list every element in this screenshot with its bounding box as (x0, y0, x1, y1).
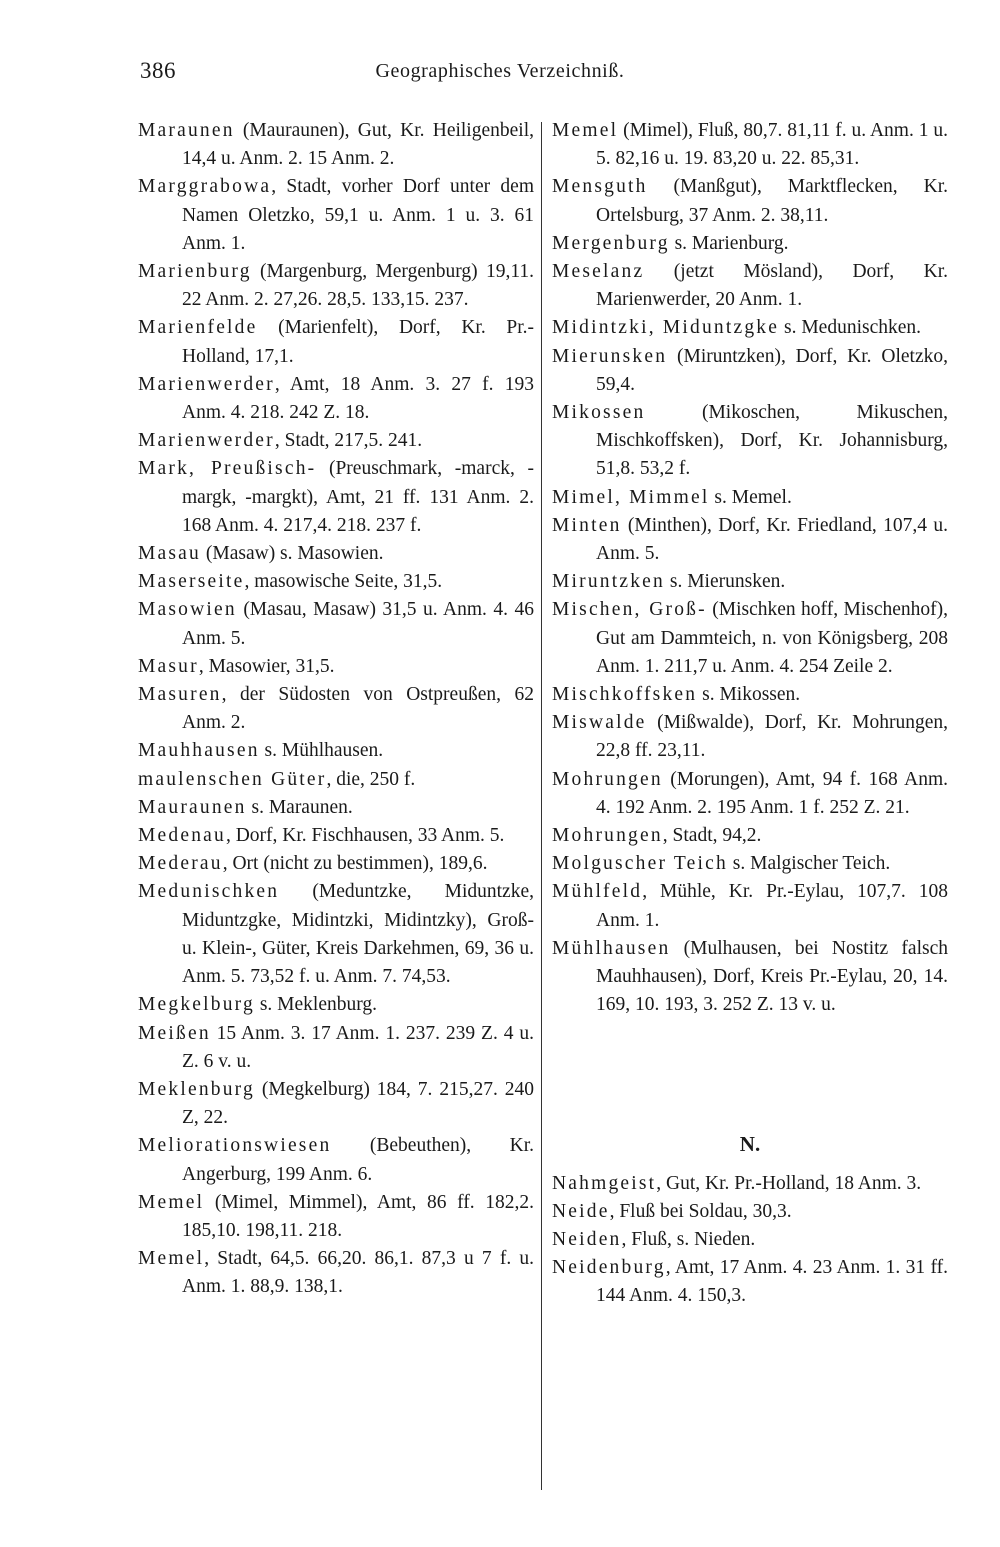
index-entry (138, 1076, 534, 1132)
index-entry (138, 1189, 534, 1245)
entry-headword: Neiden (552, 1228, 622, 1250)
index-entry (138, 822, 534, 850)
entry-references: , Gut, Kr. Pr.-Holland, 18 Anm. 3. (656, 1172, 922, 1194)
index-entry (552, 258, 948, 314)
entry-headword: Meselanz (552, 261, 645, 283)
entry-headword: Meklenburg (138, 1078, 255, 1100)
entry-headword: Mierunsken (552, 345, 668, 367)
entry-headword: Molguscher Teich (552, 853, 728, 875)
entry-headword: Mark, Preußisch- (138, 458, 317, 480)
section-letter-n: N. (739, 1131, 761, 1156)
index-entry (552, 314, 948, 342)
right-column (552, 117, 948, 1311)
entry-headword: Mühlfeld (552, 881, 643, 903)
entry-headword: Medunischken (138, 881, 280, 903)
index-entry (138, 371, 534, 427)
entry-headword: Marggrabowa (138, 176, 272, 198)
right-column-m-entries (552, 117, 948, 1020)
index-entry (552, 1170, 948, 1198)
index-entry (138, 794, 534, 822)
index-entry (552, 1254, 948, 1310)
column-divider (541, 122, 542, 1490)
entry-headword: Meißen (138, 1022, 211, 1044)
entry-references: , masowische Seite, 31,5. (244, 571, 443, 593)
entry-headword: Maraunen (138, 120, 235, 141)
entry-references: s. Mikossen. (697, 684, 801, 706)
index-entry (138, 653, 534, 681)
entry-headword: maulenschen Güter (138, 768, 327, 790)
entry-headword: Mimel, Mimmel (552, 486, 710, 508)
page-number: 386 (140, 58, 176, 83)
index-entry (552, 399, 948, 484)
entry-references: , Fluß bei Soldau, 30,3. (609, 1200, 792, 1222)
index-entry (552, 1198, 948, 1226)
entry-references: , Dorf, Kr. Fischhausen, 33 Anm. 5. (225, 825, 505, 847)
entry-headword: Mikossen (552, 402, 646, 424)
entry-headword: Nahmgeist (552, 1172, 657, 1194)
entry-headword: Mederau (138, 853, 223, 875)
index-entry (138, 878, 534, 991)
index-entry (138, 766, 534, 794)
index-entry (138, 737, 534, 765)
index-entry (138, 173, 534, 258)
entry-references: , Ort (nicht zu bestimmen), 189,6. (222, 853, 488, 875)
entry-headword: Maserseite (138, 571, 245, 593)
entry-headword: Miswalde (552, 712, 647, 734)
index-entry (552, 709, 948, 765)
entry-references: , Stadt, vorher Dorf unter dem Namen Oletzko, 59,1 u. Anm. 1 u. 3. 61 Anm. 1. (182, 176, 534, 254)
index-entry (138, 596, 534, 652)
index-entry (552, 596, 948, 681)
index-entry (552, 173, 948, 229)
entry-headword: Neide (552, 1200, 610, 1222)
entry-headword: Mensguth (552, 176, 648, 198)
entry-headword: Megkelburg (138, 994, 255, 1016)
entry-headword: Medenau (138, 825, 226, 847)
entry-headword: Masau (138, 543, 201, 565)
entry-headword: Midintzki, Miduntzgke (552, 317, 780, 339)
entry-references: (Mulhausen, bei Nostitz falsch Mauhhausen), Dorf, Kreis Pr.-Eylau, 20, 14. 169, 10. 193, 3. 252 Z. 13 v. u. (596, 937, 948, 1016)
entry-references: (Miruntzken), Dorf, Kr. Oletzko, 59,4. (596, 345, 948, 395)
entry-references: , Amt, 18 Anm. 3. 27 f. 193 Anm. 4. 218. 242 Z. 18. (182, 373, 534, 424)
entry-references: , Stadt, 64,5. 66,20. 86,1. 87,3 u 7 f. u. Anm. 1. 88,9. 138,1. (182, 1248, 534, 1298)
index-entry (138, 314, 534, 370)
running-head: Geographisches Verzeichniß. (375, 60, 625, 82)
entry-references: (Mimel, Mimmel), Amt, 86 ff. 182,2. 185,10. 198,11. 218. (182, 1191, 534, 1241)
entry-headword: Marienfelde (138, 317, 258, 339)
entry-references: , Stadt, 217,5. 241. (274, 430, 423, 452)
entry-references: , Mühle, Kr. Pr.-Eylau, 107,7. 108 Anm. 1. (596, 881, 948, 931)
entry-references: 15 Anm. 3. 17 Anm. 1. 237. 239 Z. 4 u. Z. 6 v. u. (182, 1022, 534, 1072)
entry-references: , Fluß, s. Nieden. (621, 1228, 756, 1250)
entry-headword: Miruntzken (552, 571, 665, 593)
entry-references: (Marienfelt), Dorf, Kr. Pr.-Holland, 17,1. (182, 317, 534, 367)
right-column-n-entries (552, 1170, 948, 1311)
entry-references: (Mimel), Fluß, 80,7. 81,11 f. u. Anm. 1 u. 5. 82,16 u. 19. 83,20 u. 22. 85,31. (596, 120, 948, 170)
entry-headword: Mischkoffsken (552, 684, 698, 706)
index-entry (138, 1020, 534, 1076)
entry-references: (Mischken hoff, Mischenhof), Gut am Dammteich, n. von Königsberg, 208 Anm. 1. 211,7 u. Anm. 4. 254 Zeile 2. (596, 599, 948, 677)
index-entry (552, 512, 948, 568)
entry-headword: Memel (552, 120, 619, 141)
entry-references: (Mauraunen), Gut, Kr. Heiligenbeil, 14,4 u. Anm. 2. 15 Anm. 2. (182, 120, 534, 170)
entry-headword: Mischen, Groß- (552, 599, 707, 621)
index-entry (552, 484, 948, 512)
entry-references: , die, 250 f. (326, 768, 416, 790)
entry-headword: Neidenburg (552, 1257, 666, 1279)
entry-references: (Masaw) s. Masowien. (201, 543, 384, 565)
index-entry (552, 681, 948, 709)
index-entry (138, 1132, 534, 1188)
index-entry (138, 991, 534, 1019)
entry-references: (Preuschmark, -marck, -margk, -margkt), Amt, 21 ff. 131 Anm. 2. 168 Anm. 4. 217,4. 218. 237 f. (182, 458, 534, 536)
index-entry (552, 822, 948, 850)
entry-headword: Marienwerder (138, 373, 275, 395)
entry-headword: Mauhhausen (138, 740, 260, 762)
entry-headword: Masowien (138, 599, 237, 621)
index-entry (552, 568, 948, 596)
entry-references: (Meduntzke, Miduntzke, Miduntzgke, Midintzki, Midintzky), Groß- u. Klein-, Güter, Kreis Darkehmen, 69, 36 u. Anm. 5. 73,52 f. u. Anm. 7. 74,53. (182, 881, 534, 988)
index-entry (138, 427, 534, 455)
entry-references: (Bebeuthen), Kr. Angerburg, 199 Anm. 6. (182, 1135, 534, 1185)
entry-headword: Mergenburg (552, 232, 670, 254)
entry-references: s. Mierunsken. (664, 571, 786, 593)
index-entry (552, 850, 948, 878)
entry-references: (Masau, Masaw) 31,5 u. Anm. 4. 46 Anm. 5. (182, 599, 534, 649)
entry-headword: Memel (138, 1248, 205, 1270)
entry-references: (Margenburg, Mergenburg) 19,11. 22 Anm. 2. 27,26. 28,5. 133,15. 237. (182, 261, 534, 311)
index-entry (138, 117, 534, 173)
entry-headword: Masuren (138, 684, 222, 706)
entry-headword: Minten (552, 514, 622, 536)
entry-references: (Manßgut), Marktflecken, Kr. Ortelsburg, 37 Anm. 2. 38,11. (596, 176, 948, 226)
index-entry (138, 455, 534, 540)
entry-headword: Memel (138, 1191, 205, 1213)
entry-references: (Mikoschen, Mikuschen, Mischkoffsken), Dorf, Kr. Johannisburg, 51,8. 53,2 f. (596, 402, 948, 480)
index-entry (552, 230, 948, 258)
entry-references: (Mißwalde), Dorf, Kr. Mohrungen, 22,8 ff. 23,11. (596, 712, 948, 762)
index-entry (552, 935, 948, 1020)
index-entry (138, 681, 534, 737)
entry-references: s. Marienburg. (669, 232, 789, 254)
entry-headword: Mohrungen (552, 768, 663, 790)
entry-headword: Mohrungen (552, 825, 663, 847)
entry-references: , Masowier, 31,5. (198, 655, 335, 677)
entry-references: (Minthen), Dorf, Kr. Friedland, 107,4 u. Anm. 5. (596, 514, 948, 565)
entry-headword: Marienwerder (138, 430, 275, 452)
entry-references: (Morungen), Amt, 94 f. 168 Anm. 4. 192 Anm. 2. 195 Anm. 1 f. 252 Z. 21. (596, 768, 948, 818)
entry-references: s. Meklenburg. (254, 994, 378, 1016)
entry-headword: Meliorationswiesen (138, 1135, 332, 1157)
entry-references: , Stadt, 94,2. (662, 825, 762, 847)
index-entry (138, 568, 534, 596)
entry-references: s. Maraunen. (246, 796, 353, 818)
index-entry (552, 343, 948, 399)
index-entry (138, 850, 534, 878)
entry-headword: Marienburg (138, 261, 252, 283)
entry-references: s. Malgischer Teich. (727, 853, 891, 875)
entry-references: , der Südosten von Ostpreußen, 62 Anm. 2. (182, 684, 534, 734)
index-entry (138, 258, 534, 314)
entry-references: s. Memel. (709, 486, 792, 508)
left-column (138, 117, 534, 1302)
entry-headword: Masur (138, 655, 199, 677)
entry-references: , Amt, 17 Anm. 4. 23 Anm. 1. 31 ff. 144 Anm. 4. 150,3. (596, 1257, 948, 1307)
entry-references: s. Medunischken. (779, 317, 922, 339)
entry-headword: Mauraunen (138, 796, 247, 818)
index-entry (138, 1245, 534, 1301)
index-entry (552, 117, 948, 173)
index-entry (138, 540, 534, 568)
entry-headword: Mühlhausen (552, 937, 671, 959)
index-entry (552, 1226, 948, 1254)
entry-references: (jetzt Mösland), Dorf, Kr. Marienwerder, 20 Anm. 1. (596, 261, 948, 311)
section-gap (552, 1020, 948, 1130)
entry-references: s. Mühlhausen. (259, 740, 384, 762)
entry-references: (Megkelburg) 184, 7. 215,27. 240 Z, 22. (182, 1078, 534, 1129)
index-entry (552, 766, 948, 822)
index-entry (552, 878, 948, 934)
